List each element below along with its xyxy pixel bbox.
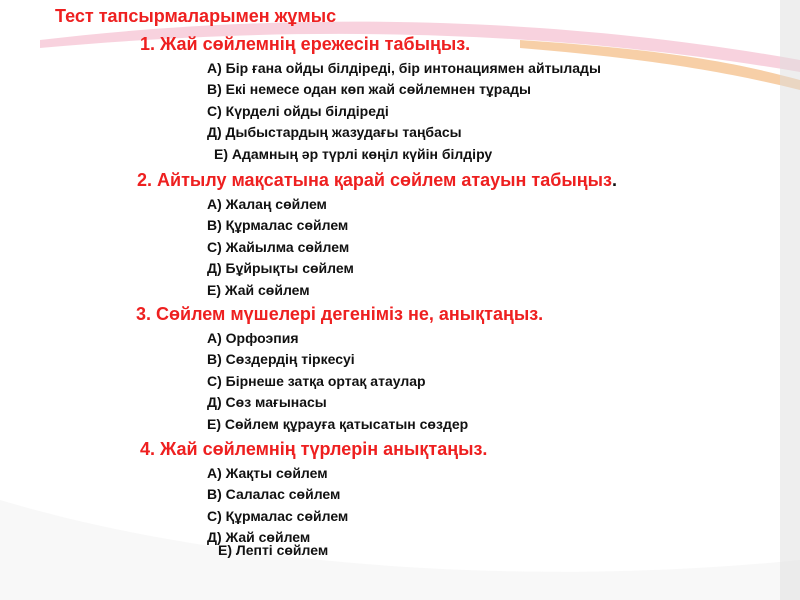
q3-option-b: В) Сөздердің тіркесуі xyxy=(207,351,355,367)
question-3: 3. Сөйлем мүшелері дегеніміз не, анықтаңыз. xyxy=(136,304,544,324)
q3-option-e: Е) Сөйлем құрауға қатысатын сөздер xyxy=(207,416,469,432)
q1-option-a: А) Бір ғана ойды білдіреді, бір интонациямен айтылады xyxy=(207,60,601,76)
q2-option-b: В) Құрмалас сөйлем xyxy=(207,217,349,233)
q4-option-a: А) Жақты сөйлем xyxy=(207,465,328,481)
slide-title: Тест тапсырмаларымен жұмыс xyxy=(55,6,337,26)
q4-option-c: С) Құрмалас сөйлем xyxy=(207,508,349,524)
question-1: 1. Жай сөйлемнің ережесін табыңыз. xyxy=(140,34,471,54)
q1-option-d: Д) Дыбыстардың жазудағы таңбасы xyxy=(207,124,462,140)
q1-option-b: В) Екі немесе одан көп жай сөйлемнен тұрады xyxy=(207,81,531,97)
question-2 xyxy=(137,171,617,189)
q2-option-e: Е) Жай сөйлем xyxy=(207,282,310,298)
q4-option-b: В) Салалас сөйлем xyxy=(207,486,341,502)
q2-option-d: Д) Бұйрықты сөйлем xyxy=(207,260,354,276)
q3-option-a: А) Орфоэпия xyxy=(207,330,299,346)
q2-option-c: С) Жайылма сөйлем xyxy=(207,239,350,255)
question-2-period: . xyxy=(611,170,617,190)
q3-option-c: С) Бірнеше затқа ортақ атаулар xyxy=(207,373,426,389)
q1-option-c: С) Күрделі ойды білдіреді xyxy=(207,103,389,119)
q2-option-a: А) Жалаң сөйлем xyxy=(207,196,327,212)
q4-option-d: Д) Жай сөйлем xyxy=(207,529,311,545)
question-4: 4. Жай сөйлемнің түрлерін анықтаңыз. xyxy=(140,439,488,459)
q4-option-e: Е) Лепті сөйлем xyxy=(218,542,329,558)
question-2-text: 2. Айтылу мақсатына қарай сөйлем атауын табыңыз xyxy=(137,170,612,190)
q1-option-e: Е) Адамның әр түрлі көңіл күйін білдіру xyxy=(214,146,493,162)
q3-option-d: Д) Сөз мағынасы xyxy=(207,394,327,410)
